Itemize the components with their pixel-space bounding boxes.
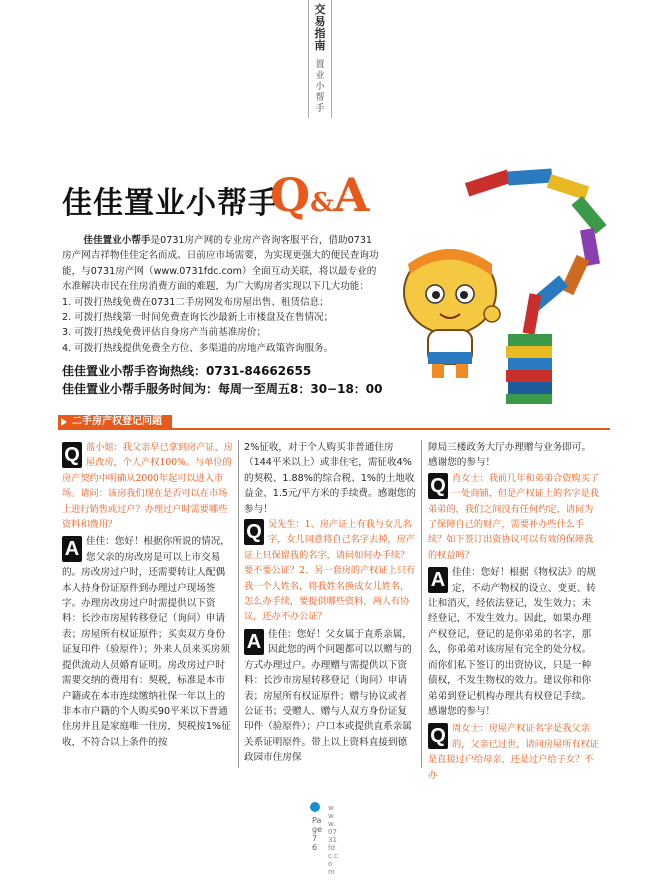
page-footer [308,800,348,887]
hotline-hours: 佳佳置业小帮手服务时间为：每周一至周五8：30−18：00 [62,382,383,396]
qa-logo [270,168,369,222]
question-block [428,721,600,783]
intro-lead-rest: 是0731房产网的专业房产咨询客服平台，借助0731房产网吉祥物佳佳定名而成。日前应市场需要，为实现更强大的便民查询功能，与0731房产网（www.0731fdc.com）全面互动关联，将以最专业的水准解决市民在住房消费方面的难题，为广大购房者实现以下几大功能： [62,235,379,293]
hotline-info [62,362,392,398]
answer-badge: A [428,567,448,593]
section-tab-category: 交易指南 [314,3,326,52]
answer-badge: A [244,629,264,655]
intro-lead [62,233,380,295]
article-column-2 [244,440,416,768]
answer-badge: A [62,536,82,562]
question-badge: Q [428,723,448,749]
mascot-jiajia [404,249,500,378]
section-header-label [58,415,172,429]
intro-item: 4. 可拨打热线提供免费全方位、多渠道的房地产政策咨询服务。 [62,342,334,354]
page-title: 佳佳置业小帮手 [62,186,279,221]
footer-dot-icon [310,802,320,812]
qa-logo-q: Q [270,168,311,222]
question-badge: Q [62,442,82,468]
answer-block [244,627,416,766]
intro-lead-bold: 佳佳置业小帮手 [83,235,151,246]
question-badge: Q [244,519,264,545]
hotline-phone: 佳佳置业小帮手咨询热线：0731-84662655 [62,364,312,378]
qa-logo-amp: & [310,188,334,218]
section-header [58,415,610,429]
intro-item: 2. 可拨打热线第一时间免费查询长沙最新上市楼盘及在售情况； [62,312,334,324]
answer-block [428,565,600,719]
column-divider [421,440,422,768]
mascot-books-illustration [380,164,620,404]
article-column-3 [428,440,600,785]
answer-text-continued: 2%征收，对于个人购买非普通住房（144平米以上）或非住宅，需征收4%的契税、1.88%的综合税、1%的土地收益金、1.5元/平方米的手续费。感谢您的参与！ [244,442,416,515]
answer-text-continued: 障局三楼政务大厅办理赠与业务即可。感谢您的参与！ [428,442,592,469]
section-tab-subcategory: 置业小帮手 [315,60,325,114]
answer-text: 佳佳：您好！父女属于直系亲属，因此您的两个问题都可以以赠与的方式办理过户。办理赠与需提供以下资料：长沙市房屋转移登记（询问）申请表；房屋所有权证原件；赠与协议或者公证书；受赠人、赠与人双方身份证复印件（验原件）；户口本或提供直系亲属关系证明原件。带上以上资料直接到德政园市住房保 [244,628,412,764]
section-tab [308,0,332,118]
play-triangle-icon [61,418,67,426]
answer-block [62,534,234,750]
question-block [428,471,600,563]
question-text: 吴先生：1、房产证上有我与女儿名字，女儿同意将自己名字去掉，房产证上只保留我的名字，请问如何办手续？要不要公证？2、另一套房的产权证上只有我一个人姓名，将我姓名换成女儿姓名，怎么办手续，要提供哪些资料，两人有协议，还办不办公证？ [244,519,416,623]
question-badge: Q [428,473,448,499]
answer-text: 佳佳：您好！根据你所说的情况，您父亲的房改房是可以上市交易的。房改房过户时，还需要转让人配偶本人持身份证原件到办理过户现场签字。办理房改房过户时需提供以下资料：长沙市房屋转移登记（询问）申请表；房屋所有权证原件；买卖双方身份证复印件（验原件）；外来人员来买房须提供流动人员婚育证明。房改房过户时需要交纳的费用有：契税，标准是本市户籍或在本市连续缴纳社保一年以上的非本市户籍的个人购买90平米以下普通住房并且是家庭唯一住房，契税按1%征收，不符合以上条件的按 [62,536,231,748]
article-column-1 [62,440,234,752]
qa-logo-a: A [333,168,370,222]
question-text: 周女士：房屋产权证名字是我父亲的，父亲已过世，请问房屋所有权证是直接过户给母亲，还是过户给子女？不办 [428,723,599,781]
intro-item: 3. 可拨打热线免费评估自身房产当前基准房价； [62,327,267,339]
section-header-text: 二手房产权登记问题 [72,416,162,427]
footer-url: www.0731fdc.com [328,804,338,876]
column-divider [238,440,239,768]
question-block [62,440,234,532]
intro-text [62,233,380,356]
page-number: Page 76 [312,816,322,852]
question-block [244,517,416,625]
question-text: 肖女士：我前几年和弟弟合资购买了一处商铺，但是产权证上的名字是我弟弟的，我们之间没有任何约定，请问为了保障自己的财产，需要补办些什么手续？如下签订出资协议可以有效的保障我的权益吗？ [428,472,599,561]
intro-item: 1. 可拨打热线免费在0731二手房网发布房屋出售、租赁信息； [62,296,329,308]
answer-text: 佳佳：您好！根据《物权法》的规定，不动产物权的设立、变更、转让和消灭，经依法登记，发生效力；未经登记，不发生效力。因此，如果办理产权登记，登记的是你弟弟的名字，那么，你弟弟对该房屋有完全的处分权。而你们私下签订的出资协议，只是一种债权，不发生物权的效力。建议你和你弟弟到登记机构办理共有权登记手续。感谢您的参与！ [428,567,596,717]
question-text: 蓝小姐：我父亲早已拿到房产证，房屋改房，个人产权100%。与单位的房产契约中明确从2000年起可以进入市场。请问：该房我们现在是否可以在市场上进行销售或过户？办理过户时需要哪些资料和费用？ [62,442,233,531]
